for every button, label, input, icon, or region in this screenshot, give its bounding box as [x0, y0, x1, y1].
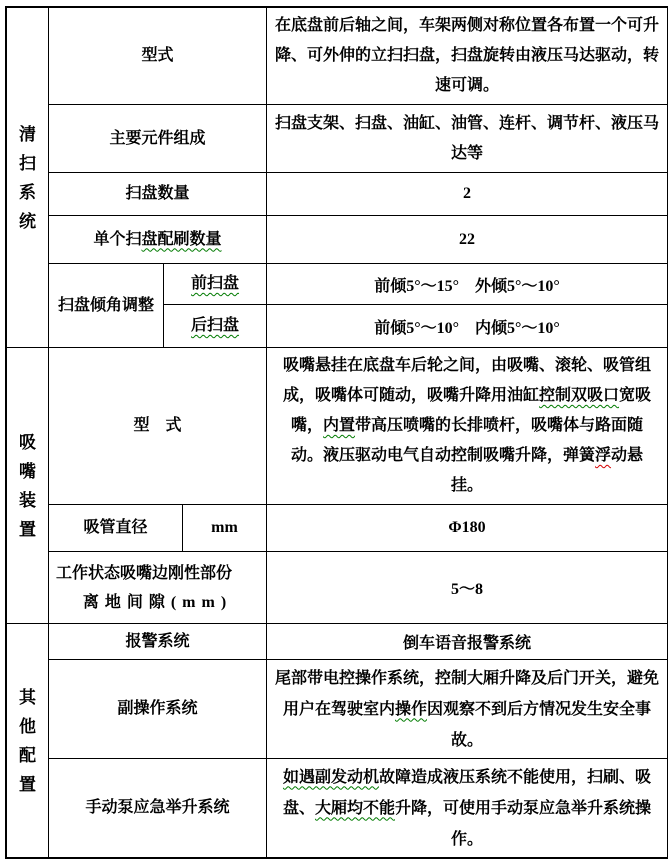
- category-suction-device-label: 吸嘴装置: [19, 432, 36, 539]
- clearance-label-line1: 工作状态吸嘴边刚性部份: [56, 564, 233, 582]
- manual-pump-value: [267, 759, 668, 858]
- clearance-value: 5～8: [267, 552, 668, 624]
- aux-control-description: [267, 661, 667, 758]
- pipe-diameter-value: Φ180: [267, 505, 668, 552]
- text-run: 后扫盘: [191, 317, 240, 334]
- row-type-label: 型式: [49, 8, 267, 105]
- suction-type-value: [267, 348, 668, 505]
- aux-control-label: 副操作系统: [49, 660, 267, 759]
- text-run: 吸嘴悬挂在底盘车后轮之间，由吸嘴、滚轮、吸管组成，吸嘴体可随动，吸嘴升降用油缸: [282, 357, 652, 404]
- alarm-system-value: 倒车语音报警系统: [267, 624, 668, 660]
- row-disc-count-value: 2: [267, 173, 668, 216]
- section-other-config: [6, 623, 668, 858]
- section-suction-device: [6, 347, 668, 624]
- text-run: 因观察不到后方情况发生安全事故。: [427, 700, 652, 749]
- rear-disc-value: 前倾5°～10° 内倾5°～10°: [267, 305, 668, 348]
- category-sweep-system: [7, 8, 49, 348]
- text-run: 浮: [595, 447, 612, 464]
- row-brush-count-label: [49, 216, 267, 264]
- text-run: 带高压喷嘴的长排喷杆，吸嘴体与路面随动。液压驱动电气自动控制吸嘴升降，弹簧: [290, 417, 644, 464]
- manual-pump-description: [267, 760, 667, 857]
- text-run: 尾部带电控操作系统，控制大厢升降及后门开关，避免用户在驾驶室内: [275, 669, 660, 718]
- text-run: 动悬挂。: [451, 447, 644, 494]
- suction-type-label: 型 式: [49, 348, 267, 505]
- row-brush-count-value: 22: [267, 216, 668, 264]
- text-run: 单个扫: [93, 230, 142, 248]
- front-disc-label: [164, 264, 267, 305]
- text-run: 盘配刷数量: [141, 230, 222, 248]
- components-description: 扫盘支架、扫盘、油缸、油管、连杆、调节杆、液压马达等: [275, 114, 660, 162]
- front-disc-value: 前倾5°～15° 外倾5°～10°: [267, 264, 668, 305]
- row-disc-count-label: 扫盘数量: [49, 173, 267, 216]
- text-run: 宽吸嘴，: [290, 387, 652, 434]
- text-run: 故障造成液压系统不能使用，扫刷、吸盘、: [282, 768, 652, 817]
- row-type-value: [267, 8, 668, 105]
- alarm-system-label: 报警系统: [49, 624, 267, 660]
- category-other-config: [7, 624, 49, 858]
- type-description: 在底盘前后轴之间，车架两侧对称位置各布置一个可升降、可外伸的立扫扫盘，扫盘旋转由液压马达驱动，转速可调。: [275, 17, 660, 94]
- row-components-label: 主要元件组成: [49, 105, 267, 173]
- category-sweep-system-label: 清扫系统: [19, 124, 36, 231]
- text-run: 控制双吸口: [539, 387, 620, 404]
- row-components-value: [267, 105, 668, 173]
- pipe-diameter-label: 吸管直径: [49, 505, 183, 552]
- rear-disc-label: [164, 305, 267, 348]
- aux-control-value: [267, 660, 668, 759]
- text-run: 如遇副发动机: [282, 768, 379, 786]
- manual-pump-label: 手动泵应急举升系统: [49, 759, 267, 858]
- category-other-config-label: 其他配置: [19, 687, 36, 794]
- section-sweep-system: [6, 7, 668, 348]
- text-run: 大厢均不能: [314, 799, 395, 817]
- pipe-diameter-unit: mm: [183, 505, 267, 552]
- text-run: 升降，可使用手动泵应急举升系统操作。: [395, 799, 652, 848]
- spec-table: [5, 6, 668, 859]
- tilt-adjust-label: 扫盘倾角调整: [49, 264, 164, 348]
- clearance-label-line2: 离地间隙(mm): [82, 593, 233, 611]
- category-suction-device: [7, 348, 49, 624]
- text-run: 操作: [394, 700, 427, 718]
- suction-type-description: [267, 349, 667, 503]
- text-run: 前扫盘: [191, 275, 240, 292]
- clearance-label: [49, 552, 267, 624]
- text-run: 内置: [323, 417, 356, 434]
